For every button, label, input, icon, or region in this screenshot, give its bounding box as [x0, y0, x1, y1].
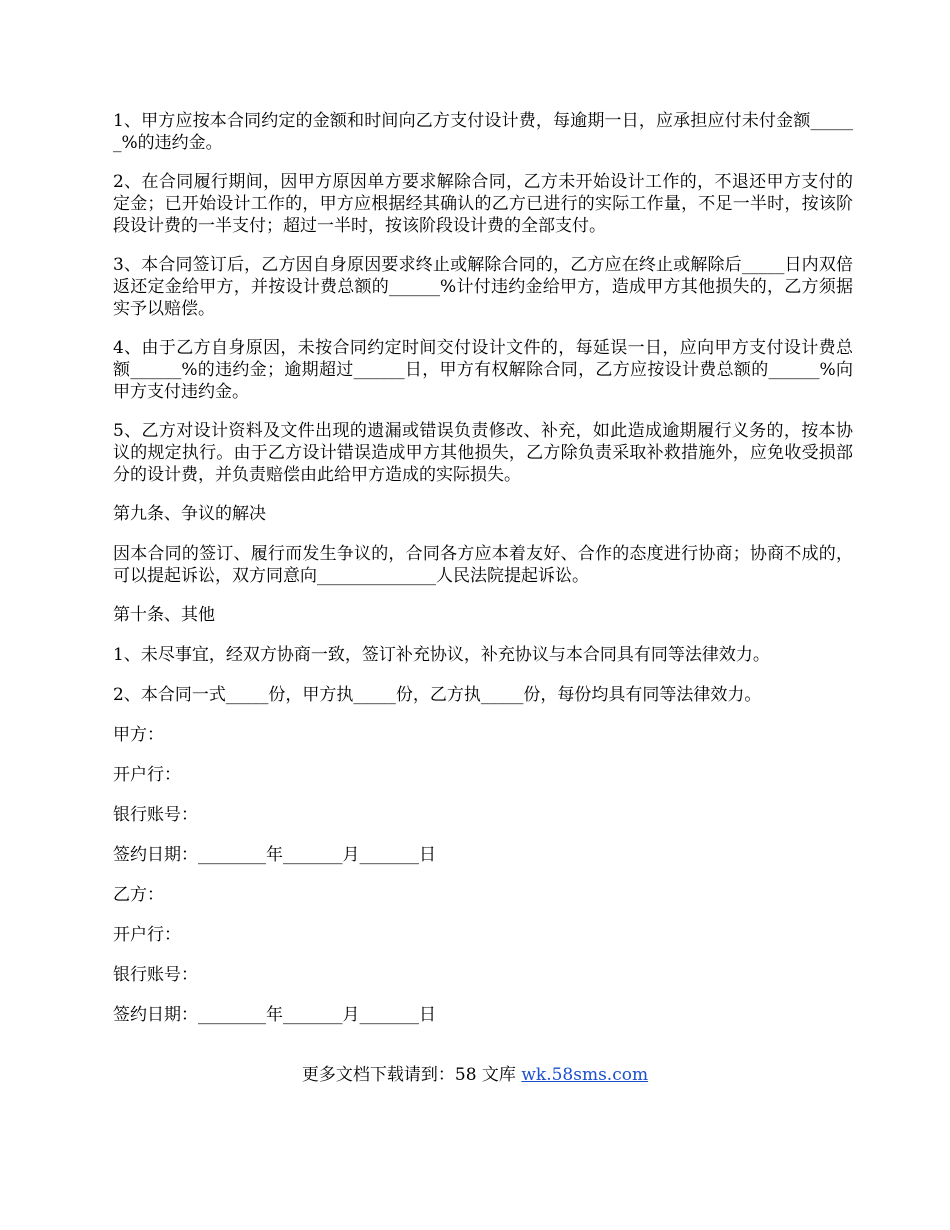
footer-text: 更多文档下载请到：58 文库 — [301, 1065, 522, 1085]
party-a-account-label: 银行账号： — [113, 805, 198, 825]
party-b-account-label: 银行账号： — [113, 965, 198, 985]
party-b-bank-label: 开户行： — [113, 925, 181, 945]
article-10-item-2: 2、本合同一式_____份，甲方执_____份，乙方执_____份，每份均具有同等法律效力。 — [113, 685, 762, 705]
breach-clause-1: 1、甲方应按本合同约定的金额和时间向乙方支付设计费，每逾期一日，应承担应付未付金额______%的违约金。 — [113, 111, 853, 153]
party-b-sign-date: 签约日期：________年_______月_______日 — [113, 1005, 436, 1025]
article-10-item-1: 1、未尽事宜，经双方协商一致，签订补充协议，补充协议与本合同具有同等法律效力。 — [113, 645, 770, 665]
article-9-heading: 第九条、争议的解决 — [113, 504, 266, 524]
breach-clause-2: 2、在合同履行期间，因甲方原因单方要求解除合同，乙方未开始设计工作的，不退还甲方支付的定金；已开始设计工作的，甲方应根据经其确认的乙方已进行的实际工作量，不足一半时，按该阶段设计费的一半支付；超过一半时，按该阶段设计费的全部支付。 — [113, 172, 853, 236]
party-a-bank-label: 开户行： — [113, 765, 181, 785]
breach-clause-3: 3、本合同签订后，乙方因自身原因要求终止或解除合同的，乙方应在终止或解除后_____日内双倍返还定金给甲方，并按设计费总额的______%计付违约金给甲方，造成甲方其他损失的，乙方须据实予以赔偿。 — [113, 255, 853, 319]
footer-link[interactable]: wk.58sms.com — [521, 1065, 649, 1085]
party-b-label: 乙方： — [113, 885, 164, 905]
article-10-heading: 第十条、其他 — [113, 605, 215, 625]
article-9-text: 因本合同的签订、履行而发生争议的，合同各方应本着友好、合作的态度进行协商；协商不成的，可以提起诉讼，双方同意向______________人民法院提起诉讼。 — [113, 544, 853, 586]
party-a-label: 甲方： — [113, 725, 164, 745]
party-a-sign-date: 签约日期：________年_______月_______日 — [113, 845, 436, 865]
breach-clause-4: 4、由于乙方自身原因，未按合同约定时间交付设计文件的，每延误一日，应向甲方支付设计费总额______%的违约金；逾期超过______日，甲方有权解除合同，乙方应按设计费总额的______%向甲方支付违约金。 — [113, 338, 853, 402]
footer-note — [0, 1064, 950, 1086]
document-body — [113, 110, 853, 1044]
breach-clause-5: 5、乙方对设计资料及文件出现的遗漏或错误负责修改、补充，如此造成逾期履行义务的，按本协议的规定执行。由于乙方设计错误造成甲方其他损失，乙方除负责采取补救措施外，应免收受损部分的设计费，并负责赔偿由此给甲方造成的实际损失。 — [113, 421, 853, 485]
